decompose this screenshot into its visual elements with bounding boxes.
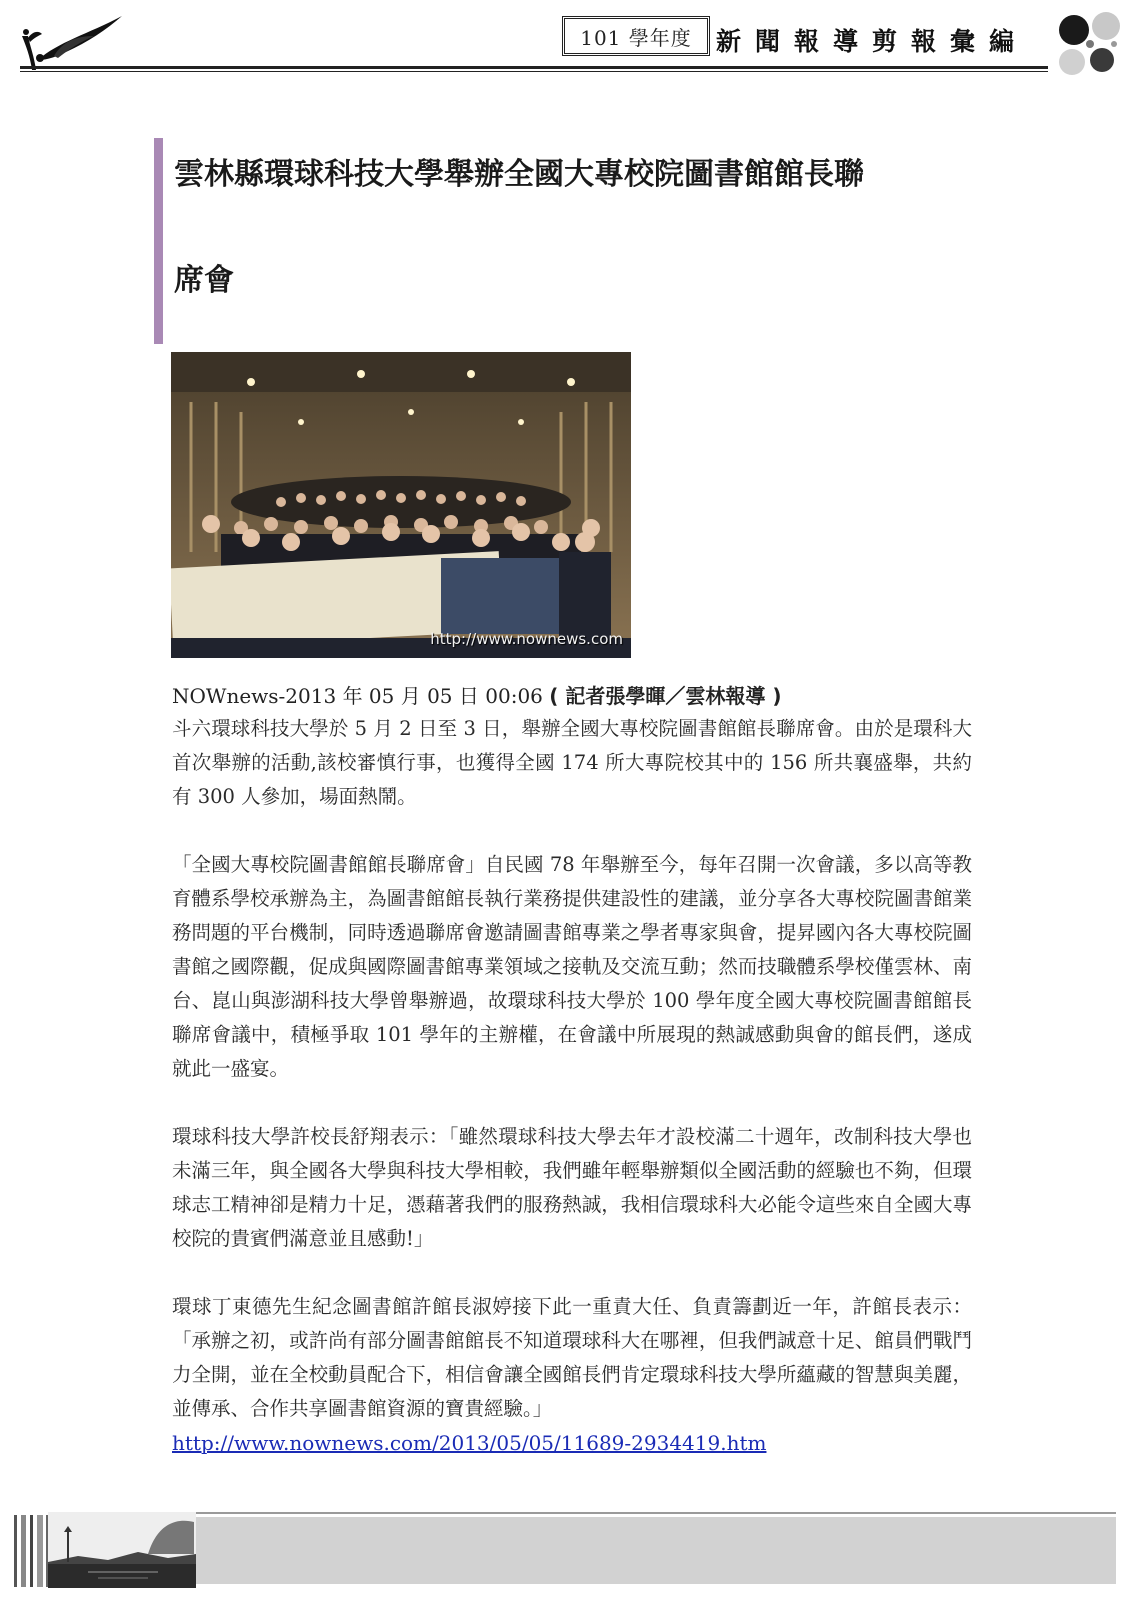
- article-body: [172, 712, 972, 1460]
- eagle-logo-icon: [18, 12, 123, 74]
- footer-stripes-icon: [12, 1515, 52, 1587]
- footer-rule: [196, 1512, 1116, 1514]
- paragraph: 環球丁東德先生紀念圖書館許館長淑婷接下此一重責大任、負責籌劃近一年，許館長表示：「承辦之初，或許尚有部分圖書館館長不知道環球科大在哪裡，但我們誠意十足、館員們戰鬥力全開，並在全校動員配合下，相信會讓全國館長們肯定環球科技大學所蘊藏的智慧與美麗，並傳承、合作共享圖書館資源的寶貴經驗。」: [172, 1295, 972, 1420]
- group-photo-illustration: [171, 352, 631, 658]
- article-title-line-2: 席會: [174, 263, 234, 298]
- article-photo: [171, 352, 631, 658]
- paragraph: 「全國大專校院圖書館館長聯席會」自民國 78 年舉辦至今，每年召開一次會議，多以高等教育體系學校承辦為主，為圖書館館長執行業務提供建設性的建議，並分享各大專校院圖書館業務問題的平台機制，同時透過聯席會邀請圖書館專業之學者專家與會，提昇國內各大專校院圖書館之國際觀，促成與國際圖書館專業領域之接軌及交流互動；然而技職體系學校僅雲林、南台、崑山與澎湖科技大學曾舉辦過，故環球科技大學於 100 學年度全國大專校院圖書館館長聯席會議中，積極爭取 101 學年的主辦權，在會議中所展現的熱誠感動與會的館長們，遂成就此一盛宴。: [172, 853, 972, 1080]
- byline-reporter: ( 記者張學暉／雲林報導 ): [549, 684, 782, 708]
- byline: [172, 681, 972, 711]
- article-title: [174, 158, 974, 370]
- footer-campus-image: [48, 1512, 196, 1588]
- header-rule-thin: [20, 71, 1048, 72]
- decorative-dots-icon: [1052, 10, 1122, 78]
- edition-title: 新聞報導剪報彙編: [716, 27, 1029, 56]
- footer-bar: [196, 1517, 1116, 1584]
- source-link[interactable]: http://www.nownews.com/2013/05/05/11689-2934419.htm: [172, 1431, 767, 1455]
- header-rule: [20, 66, 1048, 69]
- paragraph: 環球科技大學許校長舒翔表示：「雖然環球科技大學去年才設校滿二十週年，改制科技大學也未滿三年，與全國各大學與科技大學相較，我們雖年輕舉辦類似全國活動的經驗也不夠，但環球志工精神卻是精力十足，憑藉著我們的服務熱誠，我相信環球科大必能令這些來自全國大專校院的貴賓們滿意並且感動!」: [172, 1125, 972, 1250]
- article-title-line-1: 雲林縣環球科技大學舉辦全國大專校院圖書館館長聯: [174, 157, 864, 192]
- title-accent-bar: [154, 138, 163, 344]
- photo-credit: http://www.nownews.com: [430, 630, 623, 648]
- byline-source: NOWnews-2013 年 05 月 05 日 00:06: [172, 684, 543, 708]
- school-year-label: 101 學年度: [562, 16, 710, 56]
- paragraph: 斗六環球科技大學於 5 月 2 日至 3 日，舉辦全國大專校院圖書館館長聯席會。由於是環科大首次舉辦的活動,該校審慎行事，也獲得全國 174 所大專院校其中的 156 所共襄盛舉，共約有 300 人參加，場面熱鬧。: [172, 717, 972, 808]
